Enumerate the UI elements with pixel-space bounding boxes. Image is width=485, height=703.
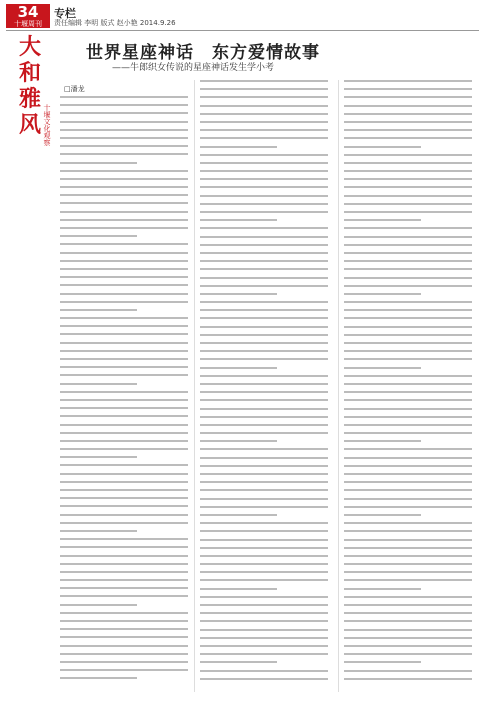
text-line	[60, 456, 137, 458]
text-line	[200, 301, 328, 303]
text-line	[344, 96, 472, 98]
text-line	[60, 235, 137, 237]
text-line	[200, 678, 328, 680]
text-line	[60, 399, 188, 401]
text-line	[200, 367, 277, 369]
text-line	[344, 301, 472, 303]
text-line	[200, 579, 328, 581]
text-line	[344, 448, 472, 450]
text-line	[200, 375, 328, 377]
text-line	[344, 637, 472, 639]
text-line	[344, 408, 472, 410]
text-line	[344, 440, 421, 442]
text-line	[60, 464, 188, 466]
text-line	[344, 277, 472, 279]
text-line	[200, 661, 277, 663]
text-line	[344, 342, 472, 344]
text-line	[60, 407, 188, 409]
text-line	[200, 473, 328, 475]
text-line	[60, 612, 188, 614]
text-line	[344, 170, 472, 172]
text-line	[60, 252, 188, 254]
text-line	[60, 677, 137, 679]
text-line	[60, 186, 188, 188]
text-line	[200, 146, 277, 148]
text-line	[60, 415, 188, 417]
text-line	[200, 129, 328, 131]
text-line	[344, 391, 472, 393]
text-line	[200, 612, 328, 614]
text-line	[200, 571, 328, 573]
text-line	[60, 538, 188, 540]
text-line	[200, 637, 328, 639]
text-line	[60, 358, 188, 360]
text-line	[60, 571, 188, 573]
text-line	[344, 596, 472, 598]
text-line	[60, 555, 188, 557]
text-line	[200, 285, 328, 287]
section-label: 专栏	[54, 7, 76, 20]
text-line	[344, 399, 472, 401]
text-line	[60, 505, 188, 507]
page-number-badge	[6, 4, 50, 28]
text-line	[60, 530, 137, 532]
text-line	[200, 342, 328, 344]
text-line	[344, 612, 472, 614]
text-line	[344, 645, 472, 647]
text-line	[200, 309, 328, 311]
text-line	[344, 375, 472, 377]
text-line	[200, 162, 328, 164]
text-line	[344, 162, 472, 164]
text-line	[60, 350, 188, 352]
text-line	[200, 334, 328, 336]
text-line	[200, 457, 328, 459]
text-line	[200, 391, 328, 393]
text-line	[60, 211, 188, 213]
text-line	[200, 596, 328, 598]
text-line	[60, 121, 188, 123]
banner-label: 十堰文化观察	[43, 104, 51, 146]
text-line	[344, 105, 472, 107]
text-line	[60, 440, 188, 442]
text-line	[200, 293, 277, 295]
text-line	[60, 178, 188, 180]
text-line	[344, 498, 472, 500]
text-line	[60, 579, 188, 581]
text-line	[60, 137, 188, 139]
text-line	[344, 219, 421, 221]
text-line	[344, 227, 472, 229]
text-line	[200, 121, 328, 123]
text-line	[60, 546, 188, 548]
text-line	[344, 383, 472, 385]
text-line	[200, 178, 328, 180]
text-line	[60, 153, 188, 155]
text-line	[60, 563, 188, 565]
text-line	[60, 317, 188, 319]
text-line	[200, 498, 328, 500]
text-line	[60, 284, 188, 286]
text-line	[344, 539, 472, 541]
text-line	[344, 465, 472, 467]
text-line	[60, 325, 188, 327]
text-line	[344, 555, 472, 557]
text-line	[60, 424, 188, 426]
body-column	[200, 80, 328, 692]
text-line	[200, 186, 328, 188]
text-line	[344, 571, 472, 573]
text-line	[60, 202, 188, 204]
text-line	[200, 154, 328, 156]
text-line	[200, 195, 328, 197]
text-line	[344, 367, 421, 369]
text-line	[60, 96, 188, 98]
text-line	[200, 653, 328, 655]
banner-char: 雅	[18, 86, 41, 112]
text-line	[200, 555, 328, 557]
body-column	[60, 96, 188, 692]
text-line	[344, 424, 472, 426]
text-line	[60, 374, 188, 376]
text-line	[344, 432, 472, 434]
text-line	[344, 481, 472, 483]
text-line	[200, 105, 328, 107]
text-line	[344, 186, 472, 188]
text-line	[60, 636, 188, 638]
text-line	[200, 481, 328, 483]
text-line	[60, 587, 188, 589]
text-line	[200, 416, 328, 418]
text-line	[200, 219, 277, 221]
text-line	[200, 448, 328, 450]
text-line	[60, 170, 188, 172]
text-line	[60, 112, 188, 114]
text-line	[60, 522, 188, 524]
text-line	[344, 326, 472, 328]
text-line	[200, 408, 328, 410]
text-line	[200, 514, 277, 516]
text-line	[344, 522, 472, 524]
text-line	[60, 514, 188, 516]
column-divider	[194, 80, 195, 692]
text-line	[200, 432, 328, 434]
editor-meta: 责任编辑 李明 版式 赵小艳 2014.9.26	[54, 19, 176, 27]
text-line	[200, 465, 328, 467]
header-rule	[6, 30, 479, 31]
text-line	[60, 129, 188, 131]
text-line	[60, 653, 188, 655]
text-line	[200, 547, 328, 549]
page-tag: 十堰周刊	[14, 20, 42, 28]
text-line	[200, 277, 328, 279]
text-line	[344, 195, 472, 197]
text-line	[60, 243, 188, 245]
text-line	[344, 563, 472, 565]
text-line	[60, 276, 188, 278]
text-line	[60, 391, 188, 393]
text-line	[344, 285, 472, 287]
text-line	[344, 113, 472, 115]
banner-char: 大	[18, 34, 41, 60]
text-line	[344, 358, 472, 360]
text-line	[60, 383, 137, 385]
text-line	[200, 326, 328, 328]
text-line	[200, 260, 328, 262]
text-line	[344, 457, 472, 459]
text-line	[200, 88, 328, 90]
text-line	[200, 604, 328, 606]
text-line	[344, 129, 472, 131]
text-line	[60, 301, 188, 303]
text-line	[200, 113, 328, 115]
article-subtitle: ——牛郎织女传说的星座神话发生学小考	[112, 63, 275, 73]
text-line	[200, 620, 328, 622]
article-title: 世界星座神话 东方爱情故事	[86, 43, 320, 63]
banner-char: 风	[18, 112, 41, 138]
text-line	[60, 104, 188, 106]
text-line	[344, 334, 472, 336]
text-line	[344, 489, 472, 491]
byline: □潘龙	[64, 85, 85, 93]
text-line	[60, 309, 137, 311]
text-line	[344, 588, 421, 590]
text-line	[60, 595, 188, 597]
text-line	[60, 448, 188, 450]
text-line	[60, 342, 188, 344]
text-line	[344, 473, 472, 475]
text-line	[200, 424, 328, 426]
text-line	[60, 268, 188, 270]
text-line	[200, 211, 328, 213]
text-line	[60, 473, 188, 475]
body-column	[344, 80, 472, 692]
text-line	[60, 481, 188, 483]
text-line	[344, 514, 421, 516]
text-line	[200, 645, 328, 647]
banner-char: 和	[18, 60, 41, 86]
text-line	[344, 670, 472, 672]
text-line	[344, 416, 472, 418]
text-line	[200, 588, 277, 590]
text-line	[60, 432, 188, 434]
text-line	[200, 670, 328, 672]
text-line	[200, 268, 328, 270]
text-line	[344, 137, 472, 139]
text-line	[200, 252, 328, 254]
text-line	[344, 506, 472, 508]
text-line	[200, 170, 328, 172]
text-line	[60, 260, 188, 262]
text-line	[344, 252, 472, 254]
text-line	[344, 317, 472, 319]
text-line	[344, 88, 472, 90]
text-line	[344, 211, 472, 213]
text-line	[200, 489, 328, 491]
text-line	[344, 293, 421, 295]
text-line	[344, 154, 472, 156]
text-line	[200, 629, 328, 631]
text-line	[344, 653, 472, 655]
text-line	[200, 350, 328, 352]
text-line	[60, 620, 188, 622]
text-line	[344, 604, 472, 606]
text-line	[60, 194, 188, 196]
text-line	[200, 96, 328, 98]
text-line	[344, 121, 472, 123]
text-line	[60, 628, 188, 630]
text-line	[200, 506, 328, 508]
text-line	[60, 604, 137, 606]
page-header	[0, 0, 485, 30]
page-number: 34	[17, 3, 39, 21]
text-line	[344, 80, 472, 82]
text-line	[344, 268, 472, 270]
text-line	[200, 317, 328, 319]
text-line	[200, 244, 328, 246]
text-line	[60, 227, 188, 229]
text-line	[344, 547, 472, 549]
text-line	[60, 333, 188, 335]
column-divider	[338, 80, 339, 692]
text-line	[344, 260, 472, 262]
text-line	[60, 645, 188, 647]
text-line	[344, 146, 421, 148]
text-line	[60, 669, 188, 671]
text-line	[200, 236, 328, 238]
text-line	[344, 661, 421, 663]
text-line	[60, 145, 188, 147]
text-line	[60, 162, 137, 164]
text-line	[60, 497, 188, 499]
text-line	[200, 530, 328, 532]
text-line	[344, 629, 472, 631]
text-line	[60, 293, 188, 295]
text-line	[344, 620, 472, 622]
text-line	[60, 219, 188, 221]
text-line	[344, 236, 472, 238]
text-line	[200, 539, 328, 541]
text-line	[344, 579, 472, 581]
text-line	[200, 203, 328, 205]
text-line	[200, 80, 328, 82]
text-line	[344, 350, 472, 352]
text-line	[200, 399, 328, 401]
text-line	[344, 203, 472, 205]
text-line	[60, 489, 188, 491]
text-line	[344, 678, 472, 680]
text-line	[200, 440, 277, 442]
text-line	[60, 661, 188, 663]
text-line	[344, 530, 472, 532]
text-line	[200, 563, 328, 565]
text-line	[344, 309, 472, 311]
text-line	[200, 137, 328, 139]
text-line	[200, 227, 328, 229]
text-line	[200, 383, 328, 385]
text-line	[344, 244, 472, 246]
text-line	[344, 178, 472, 180]
text-line	[200, 358, 328, 360]
text-line	[200, 522, 328, 524]
text-line	[60, 366, 188, 368]
